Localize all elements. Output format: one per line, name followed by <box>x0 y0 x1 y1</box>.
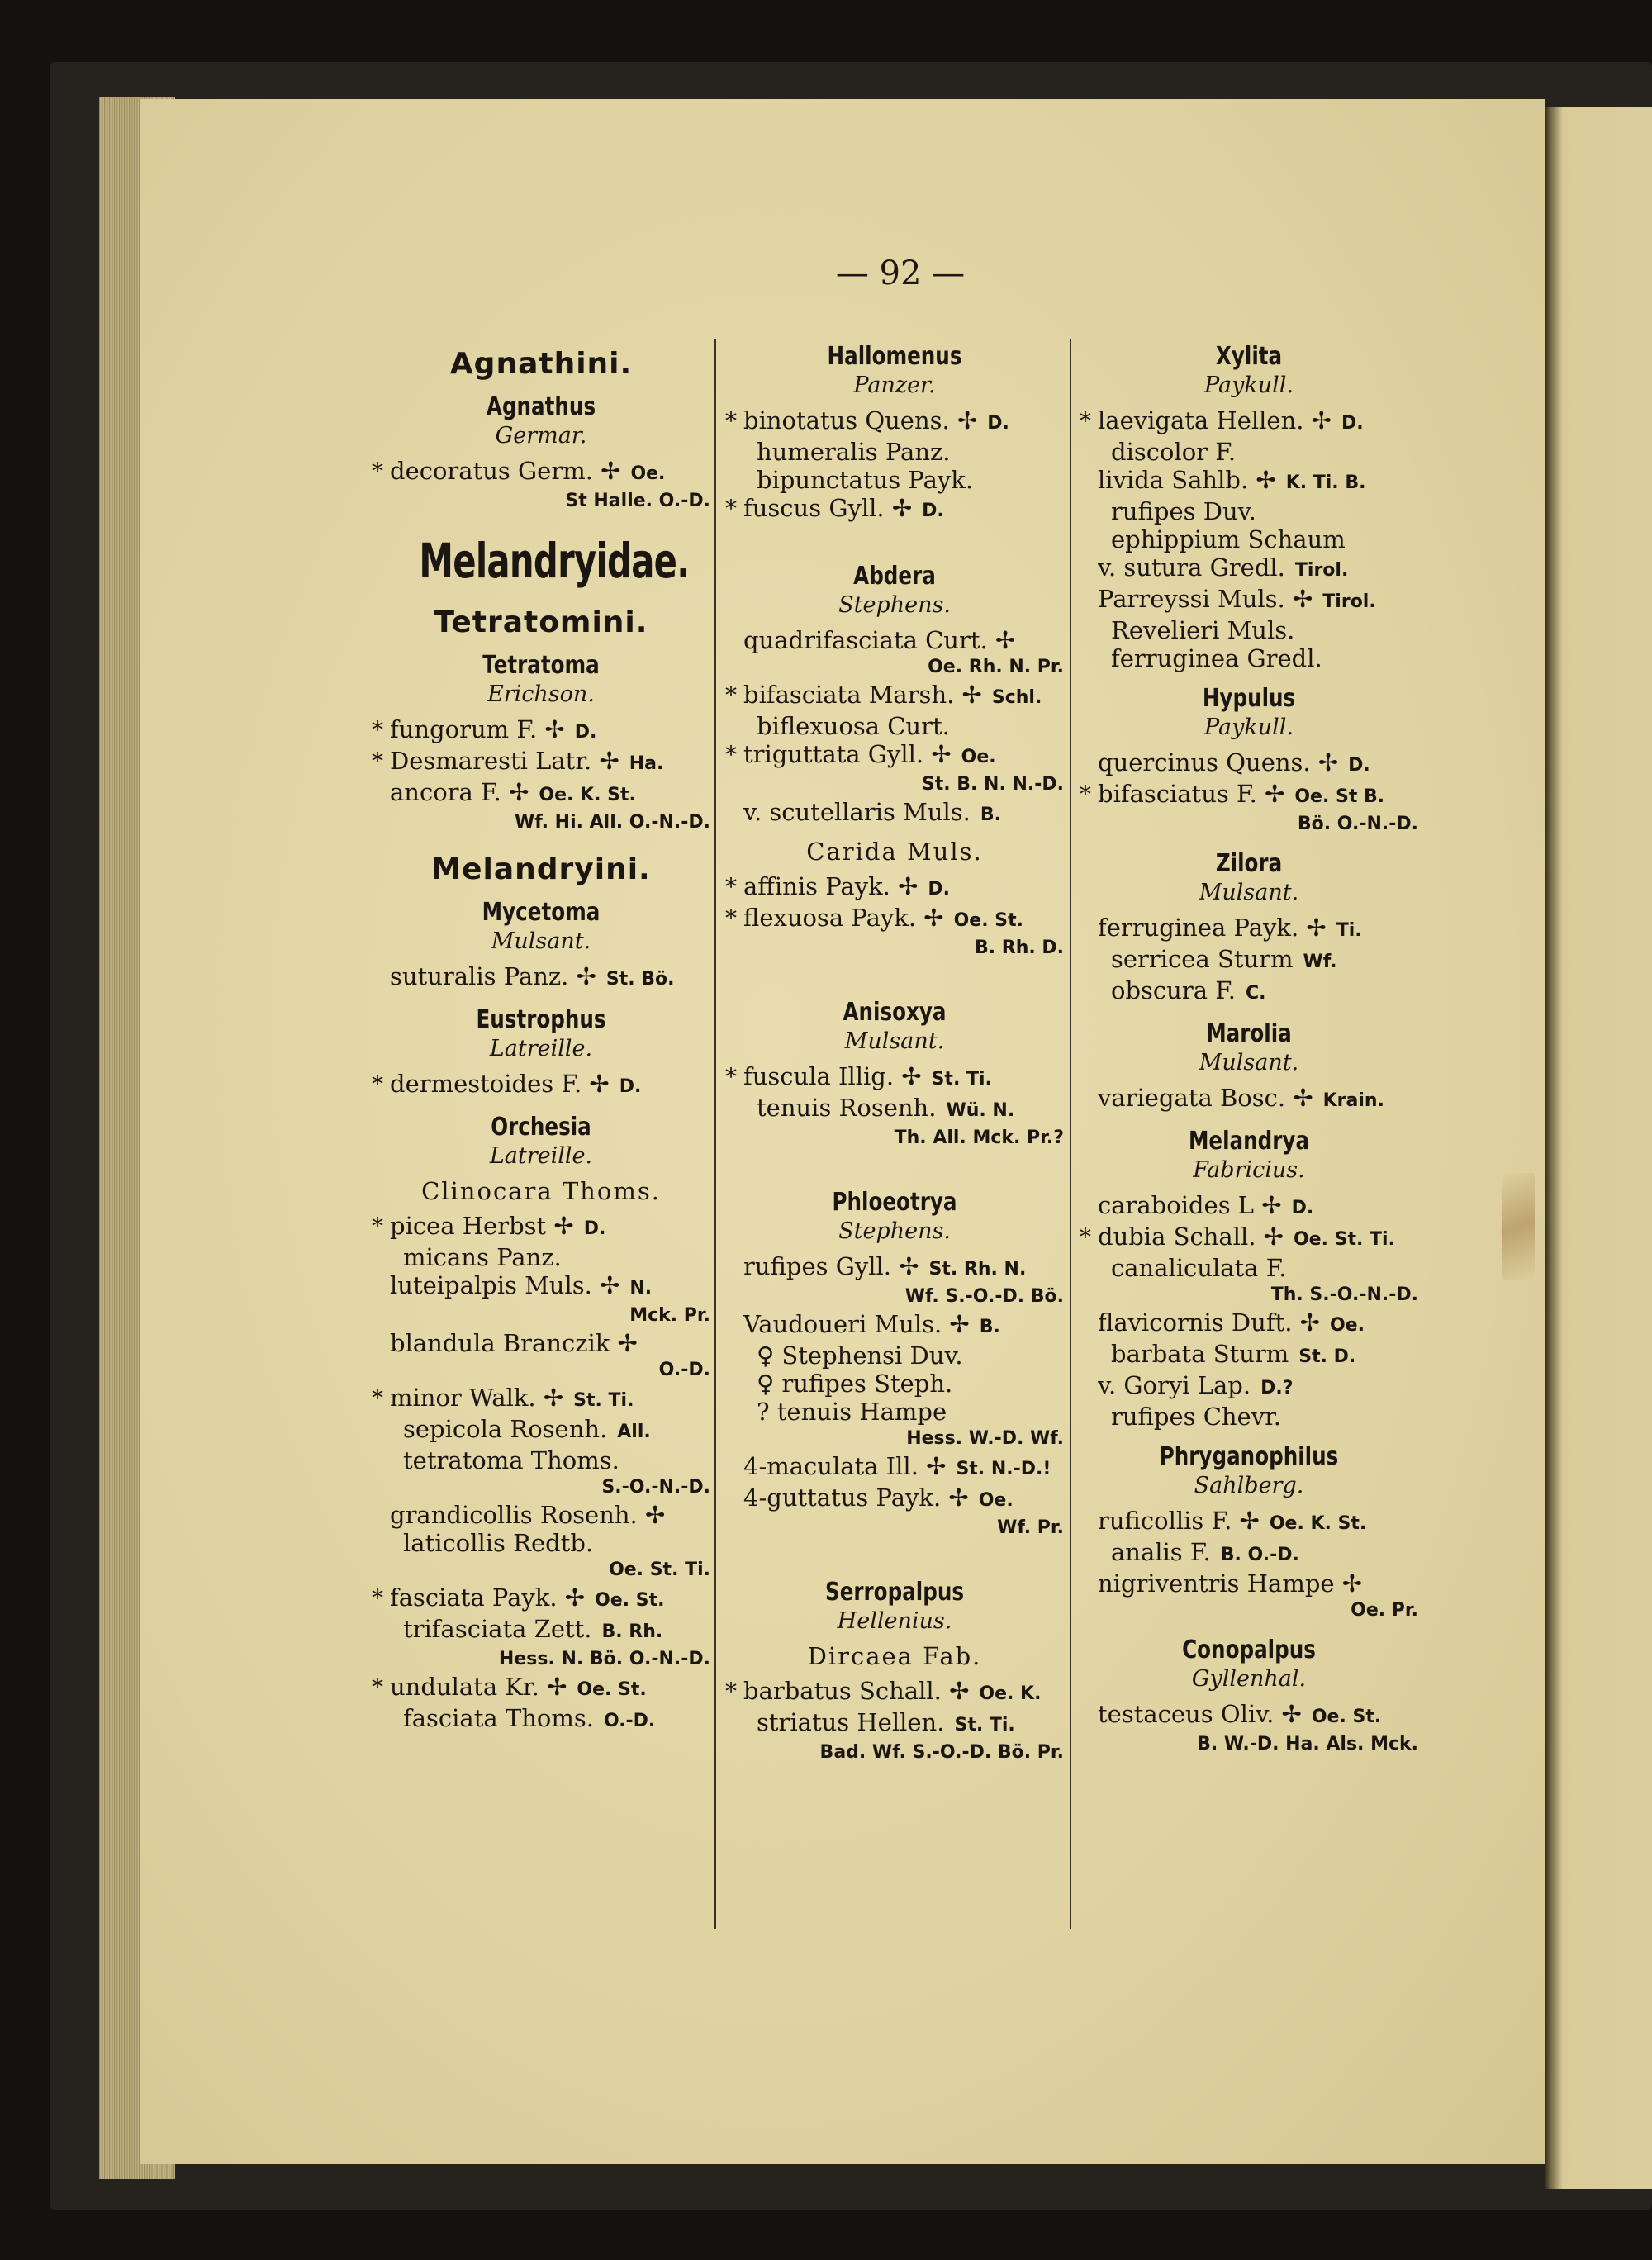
distribution: Krain. <box>1322 1090 1384 1111</box>
synonym-entry <box>1080 1340 1418 1371</box>
distribution: B. Rh. <box>601 1621 663 1642</box>
genus-heading: Zilora <box>1215 849 1283 878</box>
distribution: Oe. <box>961 747 996 767</box>
species-name: suturalis Panz. ✢ <box>390 962 596 990</box>
asterisk-marker: * <box>725 741 737 768</box>
distribution-line: Bad. Wf. S.-O.-D. Bö. Pr. <box>819 1742 1064 1763</box>
species-name: sepicola Rosenh. <box>403 1415 608 1443</box>
genus-author: Mulsant. <box>491 928 591 954</box>
distribution: N. <box>629 1278 653 1299</box>
distribution: Oe. <box>1329 1315 1365 1336</box>
distribution: K. Ti. B. <box>1285 472 1366 493</box>
distribution-line: St. B. N. N.-D. <box>921 774 1064 795</box>
species-name: ♀ Stephensi Duv. <box>757 1341 963 1370</box>
distribution: O.-D. <box>603 1711 656 1731</box>
asterisk-marker: * <box>372 1384 383 1412</box>
species-name: rufipes Gyll. ✢ <box>743 1252 919 1280</box>
species-name: 4-guttatus Payk. ✢ <box>743 1484 969 1512</box>
tribe-heading: Melandryini. <box>431 852 651 886</box>
distribution: Ti. <box>1336 920 1362 941</box>
distribution: D. <box>583 1218 606 1239</box>
distribution: Oe. St B. <box>1294 786 1385 807</box>
genus-heading: Xylita <box>1215 342 1283 371</box>
distribution: Oe. St. Ti. <box>1293 1229 1395 1250</box>
genus-heading: Hallomenus <box>827 342 962 371</box>
asterisk-marker: * <box>1080 781 1091 808</box>
species-entry <box>1080 553 1418 585</box>
distribution: D. <box>619 1076 642 1097</box>
asterisk-marker: * <box>725 904 737 932</box>
species-entry <box>372 778 710 810</box>
distribution: St. Ti. <box>954 1715 1015 1735</box>
distribution: D. <box>1341 413 1364 434</box>
synonym-entry <box>725 1094 1064 1125</box>
species-entry <box>372 1583 710 1615</box>
column-rule <box>714 339 716 1929</box>
species-entry <box>372 457 710 488</box>
species-name: rufipes Chevr. <box>1111 1403 1282 1431</box>
species-entry <box>372 1384 710 1415</box>
genus-author: Paykull. <box>1204 715 1294 740</box>
distribution: Oe. K. <box>979 1683 1042 1704</box>
distribution: D. <box>1348 755 1370 776</box>
species-name: obscura F. <box>1111 976 1237 1004</box>
species-entry <box>1080 914 1418 945</box>
species-name: nigriventris Hampe ✢ <box>1098 1569 1363 1598</box>
distribution-line: Hess. N. Bö. O.-N.-D. <box>498 1649 710 1669</box>
species-entry <box>1080 466 1418 497</box>
species-name: quercinus Quens. ✢ <box>1098 748 1339 776</box>
distribution: B. <box>979 1317 1000 1337</box>
distribution-line: O.-D. <box>658 1360 710 1380</box>
distribution-line: Bö. O.-N.-D. <box>1297 814 1418 834</box>
synonym-entry <box>1080 976 1418 1008</box>
distribution-line: S.-O.-N.-D. <box>601 1477 710 1498</box>
subgenus-heading: Clinocara Thoms. <box>421 1177 661 1205</box>
distribution: Oe. St. <box>953 910 1023 931</box>
distribution-line: Oe. Pr. <box>1351 1600 1418 1621</box>
species-name: Revelieri Muls. <box>1111 616 1295 644</box>
synonym-entry <box>372 1446 710 1474</box>
species-name: decoratus Germ. ✢ <box>390 457 621 485</box>
species-entry <box>1080 1191 1418 1223</box>
species-entry <box>725 1062 1064 1094</box>
species-name: discolor F. <box>1111 438 1237 466</box>
distribution: St. N.-D.! <box>956 1459 1051 1479</box>
synonym-entry <box>1080 1254 1418 1282</box>
species-name: tenuis Rosenh. <box>757 1094 937 1122</box>
asterisk-marker: * <box>725 1678 737 1705</box>
distribution: St. Ti. <box>573 1390 634 1411</box>
genus-author: Germar. <box>495 423 587 449</box>
species-entry <box>372 1070 710 1101</box>
species-name: canaliculata F. <box>1111 1254 1287 1282</box>
species-entry <box>1080 1507 1418 1538</box>
genus-heading: Mycetoma <box>482 898 601 927</box>
synonym-entry <box>372 1415 710 1446</box>
distribution: D. <box>1291 1198 1314 1218</box>
species-name: ? tenuis Hampe <box>757 1398 947 1426</box>
species-name: fasciata Thoms. <box>403 1704 594 1732</box>
distribution-line: St Halle. O.-D. <box>565 491 710 511</box>
distribution: Wü. N. <box>946 1100 1015 1121</box>
synonym-entry <box>1080 1403 1418 1431</box>
species-name: dermestoides F. ✢ <box>390 1070 610 1098</box>
species-name: rufipes Duv. <box>1111 497 1256 525</box>
distribution-line: Oe. Rh. N. Pr. <box>928 657 1064 677</box>
asterisk-marker: * <box>372 748 383 775</box>
species-name: testaceus Oliv. ✢ <box>1098 1700 1302 1728</box>
species-name: bipunctatus Payk. <box>757 466 974 494</box>
asterisk-marker: * <box>1080 1223 1091 1251</box>
species-name: 4-maculata Ill. ✢ <box>743 1452 947 1480</box>
distribution: Tirol. <box>1294 560 1349 581</box>
species-name: fasciata Payk. ✢ <box>390 1583 586 1612</box>
asterisk-marker: * <box>372 1674 383 1701</box>
distribution: St. Ti. <box>931 1069 992 1090</box>
species-name: humeralis Panz. <box>757 438 951 466</box>
species-name: laevigata Hellen. ✢ <box>1098 406 1332 434</box>
genus-author: Mulsant. <box>844 1028 945 1054</box>
genus-author: Erichson. <box>487 681 595 707</box>
species-entry <box>1080 1569 1418 1598</box>
species-entry <box>725 1452 1064 1484</box>
species-entry <box>372 715 710 747</box>
species-name: fuscus Gyll. ✢ <box>743 494 913 522</box>
species-name: barbata Sturm <box>1111 1340 1289 1368</box>
species-entry <box>1080 780 1418 811</box>
asterisk-marker: * <box>725 407 737 434</box>
species-entry <box>372 1329 710 1357</box>
distribution-line: Th. All. Mck. Pr.? <box>894 1128 1064 1148</box>
synonym-entry <box>1080 525 1418 553</box>
family-heading: Melandryidae. <box>419 533 690 589</box>
tribe-heading: Agnathini. <box>449 347 633 381</box>
genus-author: Latreille. <box>489 1036 593 1061</box>
species-name: luteipalpis Muls. ✢ <box>390 1271 620 1299</box>
distribution-line: B. Rh. D. <box>974 938 1064 958</box>
species-name: undulata Kr. ✢ <box>390 1673 567 1701</box>
species-name: quadrifasciata Curt. ✢ <box>743 626 1016 654</box>
species-name: fuscula Illig. ✢ <box>743 1062 922 1090</box>
species-name: affinis Payk. ✢ <box>743 872 919 900</box>
species-entry <box>725 1484 1064 1515</box>
synonym-entry <box>1080 945 1418 976</box>
species-entry <box>725 872 1064 904</box>
synonym-entry <box>725 466 1064 494</box>
genus-heading: Serropalpus <box>825 1578 964 1607</box>
species-entry <box>1080 1371 1418 1403</box>
species-name: variegata Bosc. ✢ <box>1098 1084 1313 1112</box>
species-name: v. Goryi Lap. <box>1098 1371 1251 1399</box>
species-entry <box>1080 1084 1418 1115</box>
synonym-entry <box>372 1615 710 1646</box>
distribution-line: Oe. St. Ti. <box>609 1560 710 1580</box>
synonym-entry <box>725 1398 1064 1426</box>
species-name: minor Walk. ✢ <box>390 1384 564 1412</box>
distribution-line: Wf. S.-O.-D. Bö. <box>904 1286 1064 1307</box>
genus-author: Hellenius. <box>837 1608 952 1634</box>
species-entry <box>725 681 1064 712</box>
species-name: serricea Sturm <box>1111 945 1294 973</box>
species-entry <box>725 1252 1064 1284</box>
species-name: flexuosa Payk. ✢ <box>743 904 944 932</box>
asterisk-marker: * <box>372 1584 383 1612</box>
synonym-entry <box>725 712 1064 740</box>
page-stain <box>1502 1173 1535 1280</box>
distribution: Oe. K. St. <box>539 785 636 805</box>
genus-author: Gyllenhal. <box>1191 1666 1307 1692</box>
species-entry <box>725 904 1064 935</box>
page-number: — 92 — <box>835 254 966 292</box>
asterisk-marker: * <box>372 1071 383 1098</box>
species-entry <box>1080 1308 1418 1340</box>
subgenus-heading: Carida Muls. <box>806 838 983 866</box>
genus-author: Panzer. <box>853 373 936 398</box>
species-name: dubia Schall. ✢ <box>1098 1223 1284 1251</box>
species-entry <box>1080 1223 1418 1254</box>
distribution: Schl. <box>991 687 1042 708</box>
species-name: fungorum F. ✢ <box>390 715 565 743</box>
species-entry <box>372 1212 710 1243</box>
species-name: flavicornis Duft. ✢ <box>1098 1308 1320 1337</box>
species-name: Desmaresti Latr. ✢ <box>390 747 620 775</box>
species-name: picea Herbst ✢ <box>390 1212 574 1240</box>
genus-heading: Orchesia <box>491 1113 591 1142</box>
distribution: All. <box>617 1422 651 1442</box>
synonym-entry <box>1080 644 1418 672</box>
distribution: B. <box>980 805 1001 825</box>
distribution: Oe. K. St. <box>1269 1513 1367 1534</box>
distribution: D. <box>987 413 1009 434</box>
synonym-entry <box>372 1704 710 1735</box>
distribution: C. <box>1246 983 1266 1004</box>
species-entry <box>372 747 710 778</box>
asterisk-marker: * <box>372 1213 383 1240</box>
species-name: bifasciatus F. ✢ <box>1098 780 1285 808</box>
synonym-entry <box>725 1708 1064 1740</box>
distribution-line: Hess. W.-D. Wf. <box>906 1428 1064 1449</box>
next-page-edge <box>1545 107 1652 2189</box>
genus-heading: Conopalpus <box>1182 1636 1316 1664</box>
genus-heading: Marolia <box>1206 1019 1292 1048</box>
species-name: Vaudoueri Muls. ✢ <box>743 1310 970 1338</box>
species-entry <box>1080 748 1418 780</box>
distribution: B. O.-D. <box>1220 1545 1299 1565</box>
synonym-entry <box>1080 616 1418 644</box>
asterisk-marker: * <box>725 681 737 709</box>
distribution-line: Wf. Hi. All. O.-N.-D. <box>515 812 710 833</box>
species-name: ferruginea Gredl. <box>1111 644 1322 672</box>
species-name: v. sutura Gredl. <box>1098 553 1285 582</box>
species-name: bifasciata Marsh. ✢ <box>743 681 982 709</box>
genus-heading: Anisoxya <box>843 998 947 1027</box>
subgenus-heading: Dircaea Fab. <box>807 1642 982 1670</box>
species-name: Parreyssi Muls. ✢ <box>1098 585 1313 613</box>
species-name: striatus Hellen. <box>757 1708 945 1736</box>
species-name: caraboides L ✢ <box>1098 1191 1282 1219</box>
species-name: ancora F. ✢ <box>390 778 529 806</box>
genus-heading: Phloeotrya <box>832 1188 957 1217</box>
distribution: D.? <box>1260 1378 1294 1398</box>
distribution: Oe. St. <box>1311 1707 1382 1727</box>
species-name: barbatus Schall. ✢ <box>743 1677 970 1705</box>
asterisk-marker: * <box>725 873 737 900</box>
species-entry <box>725 494 1064 525</box>
species-entry <box>1080 1700 1418 1731</box>
distribution: St. Rh. N. <box>928 1259 1027 1280</box>
genus-heading: Tetratoma <box>482 651 600 680</box>
asterisk-marker: * <box>1080 407 1091 434</box>
species-name: ferruginea Payk. ✢ <box>1098 914 1327 942</box>
species-entry <box>725 1677 1064 1708</box>
species-entry <box>725 798 1064 829</box>
synonym-entry <box>1080 438 1418 466</box>
species-name: v. scutellaris Muls. <box>743 798 971 826</box>
species-name: triguttata Gyll. ✢ <box>743 740 952 768</box>
species-entry <box>1080 585 1418 616</box>
species-name: tetratoma Thoms. <box>403 1446 620 1474</box>
column-2 <box>725 330 1064 1766</box>
distribution: D. <box>574 722 597 743</box>
asterisk-marker: * <box>372 458 383 485</box>
asterisk-marker: * <box>372 716 383 743</box>
species-entry <box>1080 406 1418 438</box>
column-1 <box>372 330 710 1735</box>
genus-author: Stephens. <box>838 1218 951 1244</box>
synonym-entry <box>725 1370 1064 1398</box>
species-entry <box>372 1673 710 1704</box>
asterisk-marker: * <box>725 1063 737 1090</box>
species-name: laticollis Redtb. <box>403 1529 594 1557</box>
column-3 <box>1080 330 1418 1758</box>
distribution: D. <box>922 501 944 521</box>
genus-heading: Phryganophilus <box>1159 1442 1339 1471</box>
genus-author: Sahlberg. <box>1194 1473 1304 1498</box>
species-name: analis F. <box>1111 1538 1211 1566</box>
distribution: Wf. <box>1303 952 1337 972</box>
genus-heading: Abdera <box>853 562 936 591</box>
distribution: Oe. St. <box>595 1590 665 1611</box>
species-entry <box>372 962 710 994</box>
genus-heading: Eustrophus <box>476 1005 606 1034</box>
species-name: blandula Branczik ✢ <box>390 1329 638 1357</box>
species-entry <box>372 1271 710 1303</box>
distribution-line: Mck. Pr. <box>629 1305 710 1326</box>
distribution: Oe. <box>978 1490 1014 1511</box>
distribution: Tirol. <box>1322 591 1376 612</box>
asterisk-marker: * <box>725 495 737 522</box>
synonym-entry <box>725 1341 1064 1370</box>
distribution-line: Wf. Pr. <box>997 1517 1064 1538</box>
species-name: ruficollis F. ✢ <box>1098 1507 1260 1535</box>
species-name: livida Sahlb. ✢ <box>1098 466 1276 494</box>
genus-author: Mulsant. <box>1199 1050 1299 1075</box>
genus-author: Latreille. <box>489 1143 593 1169</box>
genus-author: Fabricius. <box>1193 1157 1305 1183</box>
species-name: micans Panz. <box>403 1243 562 1271</box>
distribution: St. Bö. <box>605 969 675 990</box>
genus-author: Paykull. <box>1204 373 1294 398</box>
species-name: grandicollis Rosenh. ✢ <box>390 1501 666 1529</box>
species-name: ♀ rufipes Steph. <box>757 1370 953 1398</box>
synonym-entry <box>725 438 1064 466</box>
species-entry <box>725 626 1064 654</box>
species-name: binotatus Quens. ✢ <box>743 406 978 434</box>
synonym-entry <box>1080 1538 1418 1569</box>
genus-author: Stephens. <box>838 592 951 618</box>
species-entry <box>372 1501 710 1529</box>
genus-author: Mulsant. <box>1199 880 1299 905</box>
species-entry <box>725 740 1064 772</box>
species-name: biflexuosa Curt. <box>757 712 950 740</box>
distribution: Ha. <box>629 753 664 774</box>
genus-heading: Agnathus <box>486 392 596 421</box>
tribe-heading: Tetratomini. <box>434 605 648 639</box>
distribution: Oe. St. <box>577 1679 647 1700</box>
distribution: Oe. <box>630 463 666 484</box>
distribution-line: B. W.-D. Ha. Als. Mck. <box>1197 1734 1418 1754</box>
species-entry <box>725 406 1064 438</box>
column-rule <box>1070 339 1071 1929</box>
species-name: trifasciata Zett. <box>403 1615 592 1643</box>
distribution-line: Th. S.-O.-N.-D. <box>1270 1284 1418 1305</box>
synonym-entry <box>372 1243 710 1271</box>
distribution: D. <box>928 879 951 900</box>
species-name: ephippium Schaum <box>1111 525 1346 553</box>
synonym-entry <box>1080 497 1418 525</box>
distribution: St. D. <box>1298 1346 1356 1367</box>
genus-heading: Melandrya <box>1188 1127 1310 1156</box>
genus-heading: Hypulus <box>1202 684 1296 713</box>
synonym-entry <box>372 1529 710 1557</box>
species-entry <box>725 1310 1064 1341</box>
